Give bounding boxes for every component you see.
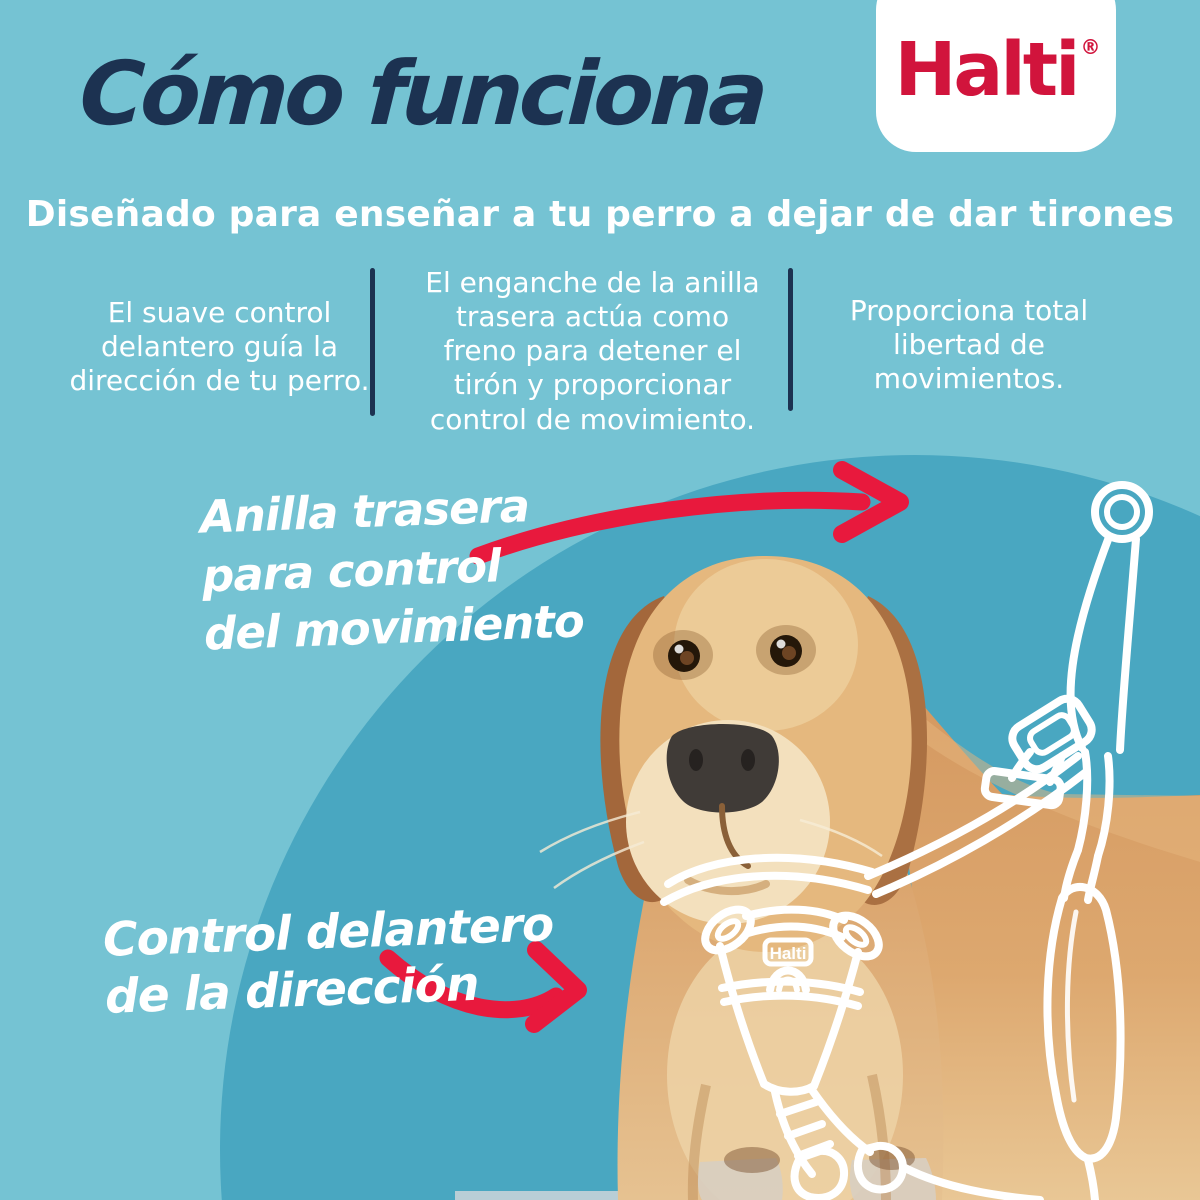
- page-subtitle: Diseñado para enseñar a tu perro a dejar de dar tirones: [25, 194, 1175, 235]
- eye-glint-right: [777, 640, 786, 649]
- nostril-right: [741, 749, 755, 771]
- page-title: Cómo funciona: [77, 42, 767, 145]
- annotation-back-ring-line-1: Anilla trasera: [199, 479, 530, 544]
- nostril-left: [689, 749, 703, 771]
- annotation-back-ring-line-3: del movimiento: [203, 594, 585, 661]
- elbow-shadow-left: [724, 1147, 780, 1173]
- feature-freedom: Proporciona total libertad de movimientos.: [849, 294, 1089, 396]
- annotation-back-ring: [199, 475, 585, 664]
- halti-logo: Halti: [894, 27, 1078, 113]
- eye-glint-left: [675, 645, 684, 654]
- annotation-back-ring-line-2: para control: [201, 538, 502, 603]
- feature-back-ring-brake: El enganche de la anilla trasera actúa como freno para detener el tirón y proporcionar control de movimiento.: [425, 266, 760, 436]
- registered-mark-icon: ®: [1080, 35, 1101, 59]
- annotation-front-control: [102, 896, 556, 1026]
- annotation-front-control-line-2: de la dirección: [104, 957, 480, 1026]
- eye-iris-right: [782, 646, 796, 660]
- halti-logo-card: [876, 0, 1116, 152]
- feature-divider-2: [788, 268, 793, 411]
- feature-front-control: El suave control delantero guía la dirección de tu perro.: [69, 296, 370, 398]
- eye-iris-left: [680, 651, 694, 665]
- dog-nose: [667, 724, 779, 813]
- harness-brand-label: Halti: [769, 944, 807, 963]
- annotation-front-control-line-1: Control delantero: [102, 897, 555, 968]
- feature-divider-1: [370, 268, 375, 416]
